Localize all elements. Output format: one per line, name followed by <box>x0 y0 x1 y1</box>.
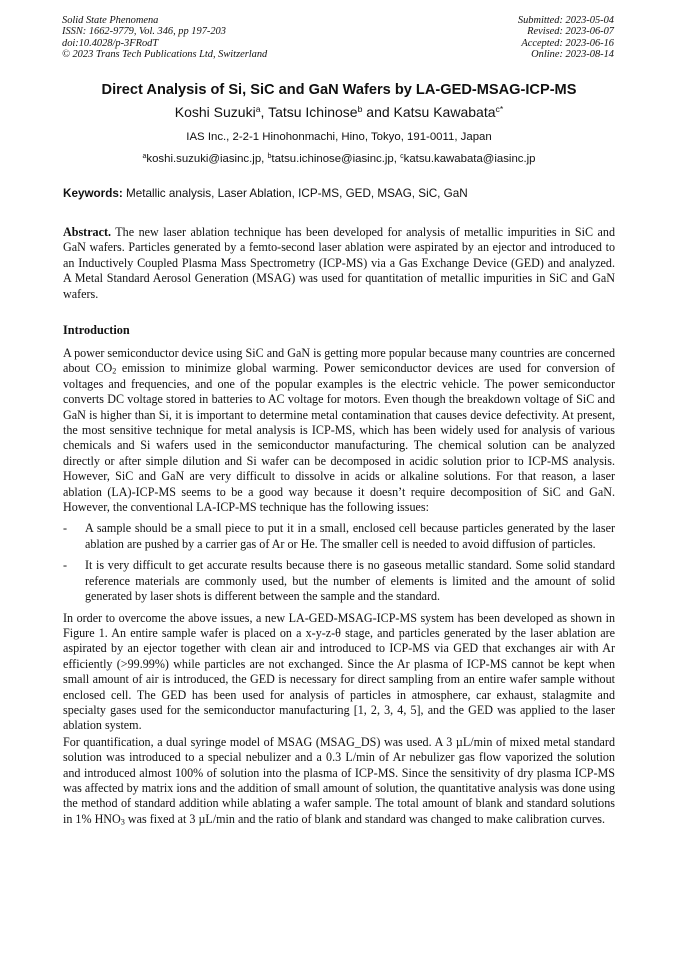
list-bullet: - <box>63 521 68 536</box>
abstract-text: The new laser ablation technique has been developed for analysis of metallic impurities in SiC and GaN wafers. Particles generated by a femto-second laser ablation were aspirated by an ejector and introduced to an Inductively Coupled Plasma Mass Spectrometry (ICP-MS) via a Gas Exchange Device (GED) and analyzed. A Metal Standard Aerosol Generation (MSAG) was used for quantitation of metallic impurities in SiC and GaN wafers. <box>63 225 615 301</box>
subscript: 2 <box>112 367 117 377</box>
paragraph <box>63 735 615 827</box>
email-link: katsu.kawabata@iasinc.jp <box>403 153 536 165</box>
affiliation: IAS Inc., 2-2-1 Hinohonmachi, Hino, Tokyo, 191-0011, Japan <box>186 131 492 143</box>
author-separator: and <box>362 104 394 120</box>
author-separator: , <box>260 104 269 120</box>
revised-date: Revised: 2023-06-07 <box>527 26 614 38</box>
list-item <box>63 521 615 552</box>
keywords <box>63 187 615 200</box>
abstract-label: Abstract. <box>63 225 112 239</box>
journal-name: Solid State Phenomena <box>62 15 159 26</box>
author-name: Katsu Kawabata <box>393 104 496 120</box>
list-item <box>63 558 615 604</box>
author-name: Koshi Suzuki <box>174 104 256 120</box>
list-item-text: A sample should be a small piece to put it in a small, enclosed cell because particles generated by the laser ablation are pushed by a carrier gas of Ar or He. The smaller cell is needed to avoid diffusion of particles. <box>85 521 615 551</box>
author-emails <box>0 153 678 165</box>
journal-copyright: © 2023 Trans Tech Publications Ltd, Switzerland <box>62 49 268 61</box>
paragraph-text: For quantification, a dual syringe model of MSAG (MSAG_DS) was used. A 3 µL/min of mixed metal standard solution was introduced to a special nebulizer and a 0.3 L/min of Ar nebulizer gas flow vaporized the solution and introduced almost 100% of solution into the plasma of ICP-MS. Since the sensitivity of dry plasma ICP-MS was affected by matrix ions and the addition of small amount of solution, the quantitative analysis was done using the method of standard addition while ablating a wafer sample. The total amount of blank and standard solutions in 1% HNO <box>63 734 615 826</box>
keywords-label: Keywords: <box>63 187 123 200</box>
author-list <box>0 104 678 120</box>
paragraph <box>63 346 615 515</box>
section-heading: Introduction <box>63 323 130 337</box>
paragraph: In order to overcome the above issues, a new LA-GED-MSAG-ICP-MS system has been developed as shown in Figure 1. An entire sample wafer is placed on a x-y-z-θ stage, and particles generated by the laser ablation are aspirated by an ejector together with clean air and introduced to ICP-MS via GED that exchanges air with Ar efficiently (>99.99%) while particles are not exchanged. Since the Ar plasma of ICP-MS cannot be kept when small amount of air is introduced, the GED is necessary for direct sampling from an entire wafer sample without enclosed cell. The GED has been used for analysis of particles in atmosphere, car exhaust, stalagmite and specialty gases used for the semiconductor manufacturing [1, 2, 3, 4, 5], and the GED was applied to the laser ablation system. <box>63 610 615 733</box>
author-mark: a <box>255 104 261 115</box>
submission-dates <box>518 15 614 61</box>
introduction-body <box>63 346 615 827</box>
email-mark: b <box>267 153 272 161</box>
journal-issn: ISSN: 1662-9779, Vol. 346, pp 197-203 <box>62 26 226 38</box>
submitted-date: Submitted: 2023-05-04 <box>517 15 614 26</box>
abstract <box>63 225 615 302</box>
list-item-text: It is very difficult to get accurate results because there is no gaseous metallic standard. Some solid standard reference materials are commonly used, but the number of elements is limited and the amount of solid generated by laser shots is different between the sample and the standard. <box>85 558 615 604</box>
email-mark: c <box>400 153 404 161</box>
subscript: 3 <box>120 817 125 827</box>
paragraph-text: A power semiconductor device using SiC and GaN is getting more popular because many countries are concerned about CO <box>63 346 615 376</box>
email-link: tatsu.ichinose@iasinc.jp, <box>271 153 401 165</box>
paragraph-text: was fixed at 3 µL/min and the ratio of blank and standard was changed to make calibration curves. <box>124 811 606 826</box>
journal-doi: doi:10.4028/p-3FRodT <box>62 37 159 49</box>
list-bullet: - <box>63 558 68 573</box>
author-mark: c* <box>495 104 504 115</box>
email-mark: a <box>142 153 147 161</box>
accepted-date: Accepted: 2023-06-16 <box>521 37 614 49</box>
paragraph-text: emission to minimize global warming. Power semiconductor devices are used for conversion of voltages and frequencies, and one of the popular examples is the electric vehicle. The power semiconductor converts DC voltage stored in batteries to AC voltage for motors. Even though the breakdown voltage of SiC and GaN is higher than Si, it is important to determine metal contamination that causes device defectivity. At present, the most sensitive technique for metal analysis is ICP-MS, which has been widely used for analysis of various chemicals and Si wafers used in the semiconductor manufacturing. The chemical solution can be analyzed directly or after simple dilution and Si wafer can be decomposed in acidic solution prior to ICP-MS analysis. However, SiC and GaN are very difficult to dissolve in acids or alkaline solutions. For that reason, a laser ablation (LA)-ICP-MS seems to be a good way because it doesn’t require decomposition of SiC and GaN. However, the conventional LA-ICP-MS technique has the following issues: <box>63 361 615 515</box>
email-link: koshi.suzuki@iasinc.jp, <box>146 153 268 165</box>
author-mark: b <box>357 104 363 115</box>
keywords-text: Metallic analysis, Laser Ablation, ICP-MS, GED, MSAG, SiC, GaN <box>122 187 468 200</box>
author-name: Tatsu Ichinose <box>268 104 358 120</box>
paper-title: Direct Analysis of Si, SiC and GaN Wafers by LA-GED-MSAG-ICP-MS <box>101 82 577 98</box>
journal-info <box>62 15 267 61</box>
issue-list <box>63 521 615 604</box>
online-date: Online: 2023-08-14 <box>531 49 614 61</box>
